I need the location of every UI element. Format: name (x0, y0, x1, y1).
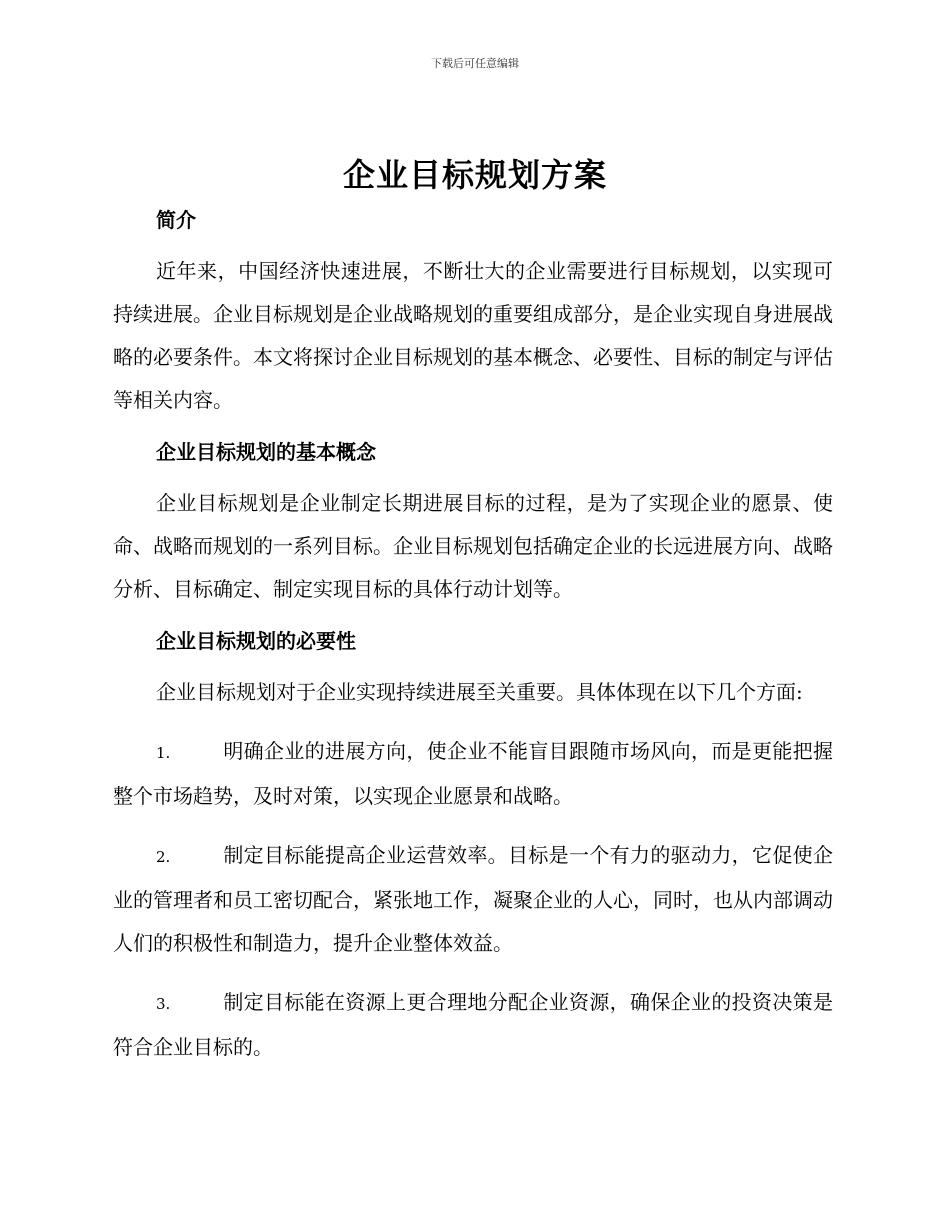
spacer (113, 240, 833, 250)
list-item (113, 981, 833, 1069)
document-body (113, 200, 833, 1069)
spacer (113, 611, 833, 621)
paragraph-intro: 近年来，中国经济快速进展，不断壮大的企业需要进行目标规划，以实现可持续进展。企业目标规划是企业战略规划的重要组成部分，是企业实现自身进展战略的必要条件。本文将探讨企业目标规划的基本概念、必要性、目标的制定与评估等相关内容。 (113, 259, 833, 412)
list-number: 3. (156, 995, 171, 1013)
document-title: 企业目标规划方案 (342, 156, 607, 194)
list-number: 1. (156, 744, 171, 762)
list-item (113, 834, 833, 965)
spacer (113, 965, 833, 981)
list-item (113, 730, 833, 818)
section-heading-intro: 简介 (156, 208, 196, 232)
spacer (113, 714, 833, 730)
list-text: 制定目标能在资源上更合理地分配企业资源，确保企业的投资决策是符合企业目标的。 (113, 990, 833, 1059)
header-note: 下载后可任意编辑 (431, 57, 519, 70)
list-number: 2. (156, 848, 171, 866)
list-text: 制定目标能提高企业运营效率。目标是一个有力的驱动力，它促使企业的管理者和员工密切配合，紧张地工作，凝聚企业的人心，同时，也从内部调动人们的积极性和制造力，提升企业整体效益。 (113, 843, 833, 955)
paragraph-concept: 企业目标规划是企业制定长期进展目标的过程，是为了实现企业的愿景、使命、战略而规划的一系列目标。企业目标规划包括确定企业的长远进展方向、战略分析、目标确定、制定实现目标的具体行动计划等。 (113, 491, 833, 601)
spacer (113, 422, 833, 432)
section-heading-necessity: 企业目标规划的必要性 (156, 629, 356, 653)
spacer (113, 818, 833, 834)
list-text: 明确企业的进展方向，使企业不能盲目跟随市场风向，而是更能把握整个市场趋势，及时对策，以实现企业愿景和战略。 (113, 739, 833, 808)
section-heading-concept: 企业目标规划的基本概念 (156, 440, 376, 464)
spacer (113, 661, 833, 671)
spacer (113, 472, 833, 482)
paragraph-necessity: 企业目标规划对于企业实现持续进展至关重要。具体体现在以下几个方面: (156, 680, 803, 704)
